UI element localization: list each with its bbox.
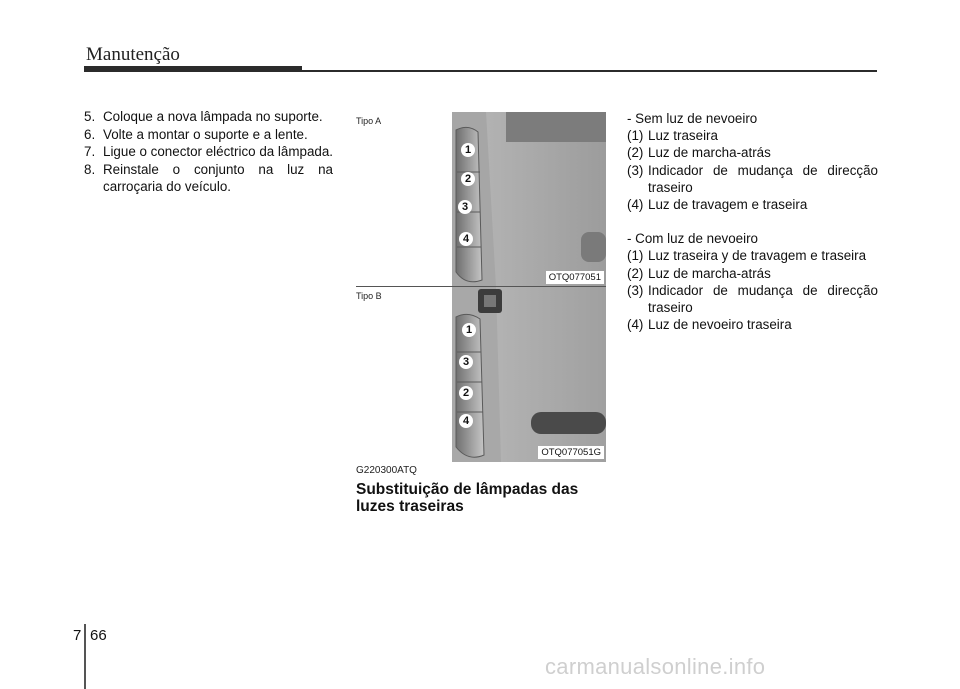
legend-text: Luz traseira [648,128,718,144]
legend-number: (2) [627,145,644,161]
legend-number: (4) [627,317,644,333]
section-header-title: Manutenção [86,44,180,65]
legend-text: Luz de nevoeiro traseira [648,317,792,333]
step-number: 6. [84,126,96,142]
legend-text: Indicador de mudança de direcção traseiro [648,282,878,316]
tail-light-photo-type-a [356,112,606,287]
chapter-number: 7 [73,627,82,644]
steps-list [84,108,333,196]
step-number: 5. [84,109,96,124]
legend-item [627,265,878,282]
legend-text: Indicador de mudança de direcção traseiro [648,162,878,195]
step-number: 8. [84,161,96,177]
legend-item [627,247,878,264]
page-number: 66 [90,627,107,644]
type-a-image-code: OTQ077051 [546,271,604,284]
legend-text: Luz traseira y de travagem e traseira [648,248,867,264]
legend-number: (2) [627,265,644,281]
type-b-image-code: OTQ077051G [538,446,604,459]
legend-text: Luz de marcha-atrás [648,145,771,161]
callout-number: 1 [462,323,476,337]
legend-item [627,316,878,333]
legend-item [627,196,878,213]
tail-light-photo-type-b [356,287,606,462]
header-rule-thick [84,66,302,72]
type-b-caption-panel [356,287,452,462]
step-text: Ligue o conector eléctrico da lâmpada. [103,144,334,159]
legend-number: (1) [627,128,644,144]
legend-text: Luz de marcha-atrás [648,265,771,281]
legend-number: (3) [627,162,644,178]
type-a-label: Tipo A [356,116,382,126]
section-title-line-1: Substituição de lâmpadas das [356,481,579,498]
callout-number: 3 [459,355,473,369]
type-a-caption-panel [356,112,452,287]
step-item [84,108,333,126]
callout-number: 3 [458,200,472,214]
header-rule-thin [300,70,877,72]
legend-item [627,162,878,196]
watermark: carmanualsonline.info [545,654,766,679]
step-item [84,161,333,196]
step-number: 7. [84,144,96,159]
footer-divider [84,624,86,689]
legend-item [627,282,878,316]
section-title-line-2: luzes traseiras [356,498,464,515]
type-b-label: Tipo B [356,291,382,301]
callout-number: 2 [461,172,475,186]
lamp-legend [627,110,878,333]
step-text: Reinstale o conjunto na luz na carroçaria do veículo. [103,161,333,194]
step-text: Volte a montar o suporte e a lente. [103,126,308,142]
step-item [84,126,333,144]
legend-item [627,127,878,144]
legend-group-heading: - Sem luz de nevoeiro [627,111,758,126]
legend-spacer [627,213,878,230]
section-title [356,481,616,515]
section-reference-code: G220300ATQ [356,465,417,476]
step-item [84,143,333,161]
callout-number: 4 [459,232,473,246]
legend-group-heading: - Com luz de nevoeiro [627,231,758,247]
legend-number: (3) [627,282,644,298]
callout-number: 2 [459,386,473,400]
legend-number: (1) [627,248,644,264]
step-text: Coloque a nova lâmpada no suporte. [103,109,323,124]
legend-number: (4) [627,197,644,213]
legend-item [627,144,878,161]
callout-number: 1 [461,143,475,157]
legend-text: Luz de travagem e traseira [648,197,808,213]
callout-number: 4 [459,414,473,428]
